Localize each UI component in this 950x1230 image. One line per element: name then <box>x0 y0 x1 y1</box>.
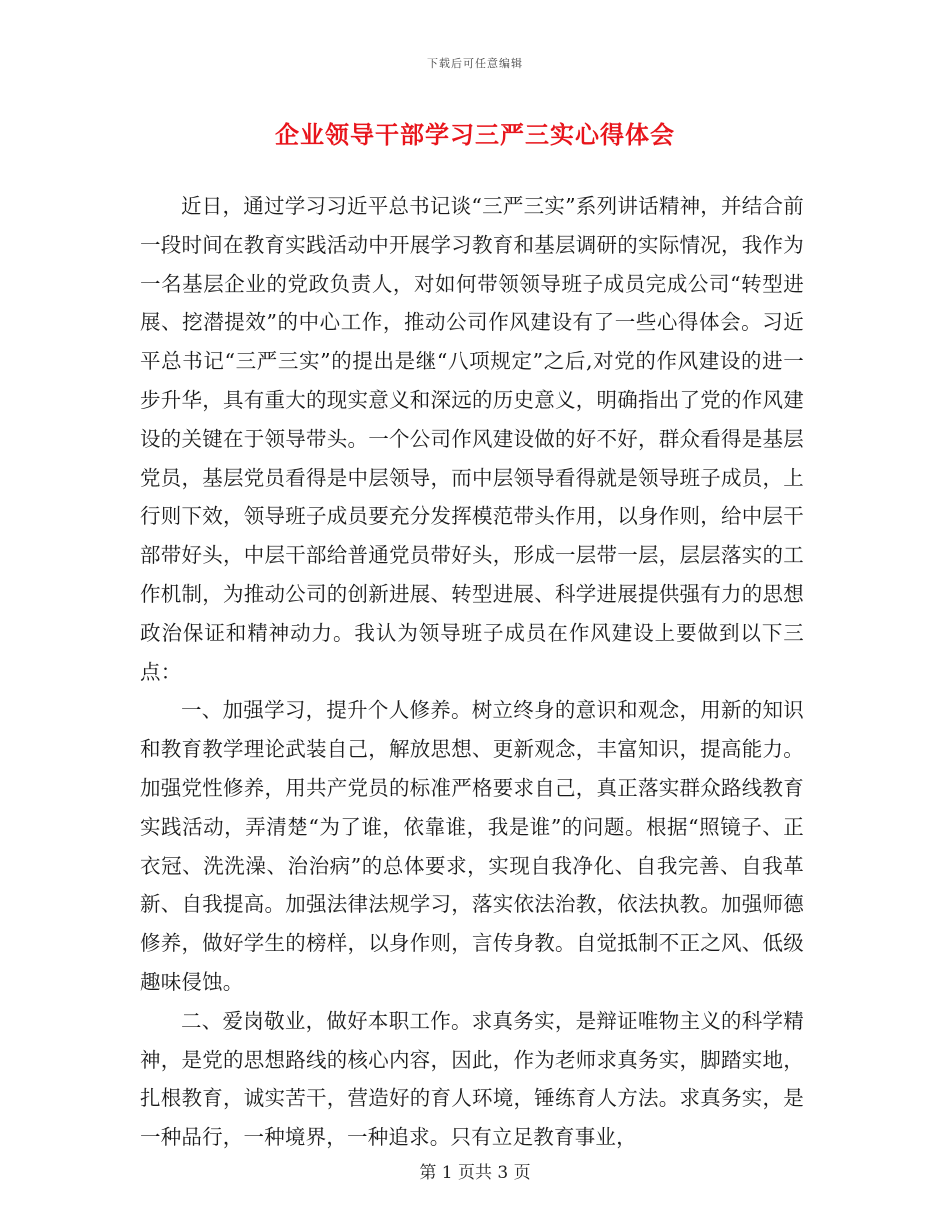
header-note: 下载后可任意编辑 <box>427 57 523 70</box>
paragraph-point-one: 一、加强学习，提升个人修养。树立终身的意识和观念，用新的知识和教育教学理论武装自己，解放思想、更新观念，丰富知识，提高能力。加强党性修养，用共产党员的标准严格要求自己，真正落实群众路线教育实践活动，弄清楚“为了谁，依靠谁，我是谁”的问题。根据“照镜子、正衣冠、洗洗澡、治治病”的总体要求，实现自我净化、自我完善、自我革新、自我提高。加强法律法规学习，落实依法治教，依法执教。加强师德修养，做好学生的榜样，以身作则，言传身教。自觉抵制不正之风、低级趣味侵蚀。 <box>140 698 804 994</box>
paragraph-intro: 近日，通过学习习近平总书记谈“三严三实”系列讲话精神，并结合前一段时间在教育实践活动中开展学习教育和基层调研的实际情况，我作为一名基层企业的党政负责人，对如何带领领导班子成员完成公司“转型进展、挖潜提效”的中心工作，推动公司作风建设有了一些心得体会。习近平总书记“三严三实”的提出是继“八项规定”之后,对党的作风建设的进一步升华，具有重大的现实意义和深远的历史意义，明确指出了党的作风建设的关键在于领导带头。一个公司作风建设做的好不好，群众看得是基层党员，基层党员看得是中层领导，而中层领导看得就是领导班子成员，上行则下效，领导班子成员要充分发挥模范带头作用，以身作则，给中层干部带好头，中层干部给普通党员带好头，形成一层带一层，层层落实的工作机制，为推动公司的创新进展、转型进展、科学进展提供强有力的思想政治保证和精神动力。我认为领导班子成员在作风建设上要做到以下三点： <box>140 194 804 684</box>
document-body <box>140 187 804 1157</box>
paragraph-point-two: 二、爱岗敬业，做好本职工作。求真务实，是辩证唯物主义的科学精神，是党的思想路线的核心内容，因此，作为老师求真务实，脚踏实地，扎根教育，诚实苦干，营造好的育人环境，锤练育人方法。求真务实，是一种品行，一种境界，一种追求。只有立足教育事业， <box>140 1008 804 1150</box>
document-title: 企业领导干部学习三严三实心得体会 <box>275 120 675 149</box>
page-number: 第 1 页共 3 页 <box>419 1163 531 1183</box>
